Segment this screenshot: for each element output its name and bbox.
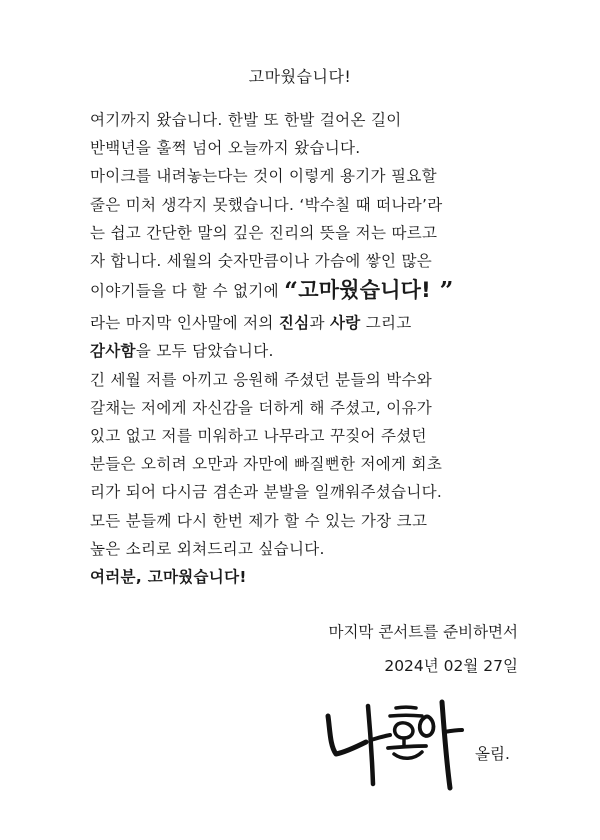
body-text: 과: [309, 314, 330, 333]
body-line: 높은 소리로 외쳐드리고 싶습니다.: [90, 539, 325, 558]
closing-note: 마지막 콘서트를 준비하면서: [328, 623, 518, 641]
open-quote: “: [284, 276, 299, 306]
final-thanks: [90, 563, 530, 591]
letter-title: 고마웠습니다!: [248, 67, 352, 86]
body-line: 는 쉽고 간단한 말의 깊은 진리의 뜻을 저는 따르고: [90, 223, 438, 242]
body-text: 라는 마지막 인사말에 저의: [90, 314, 279, 333]
handwritten-signature: [318, 688, 468, 798]
final-thanks-text: 여러분, 고마웠습니다!: [90, 568, 247, 587]
bold-word-sincerity: 진심: [278, 314, 310, 333]
thanks-emphasis: 고마웠습니다!: [298, 278, 431, 303]
body-line: 모든 분들께 다시 한번 제가 할 수 있는 가장 크고: [90, 511, 428, 530]
letter-date: 2024년 02월 27일: [384, 657, 518, 675]
body-line: [90, 309, 530, 337]
bold-word-gratitude: 감사함: [90, 342, 136, 361]
body-line: 마이크를 내려놓는다는 것이 이렇게 용기가 필요할: [90, 167, 437, 186]
letter-body: [90, 106, 530, 591]
body-text: 이야기들을 다 할 수 없기에: [90, 282, 285, 301]
body-line: 긴 세월 저를 아끼고 응원해 주셨던 분들의 박수와: [90, 370, 433, 389]
signoff-text: 올림.: [475, 745, 510, 763]
body-line: 있고 없고 저를 미워하고 나무라고 꾸짖어 주셨던: [90, 427, 427, 446]
body-line: 반백년을 훌쩍 넘어 오늘까지 왔습니다.: [90, 139, 361, 158]
close-quote: ”: [430, 276, 454, 306]
body-line: 줄은 미처 생각지 못했습니다. ‘박수칠 때 떠나라’라: [90, 195, 443, 214]
body-line: [90, 337, 530, 365]
body-line: 분들은 오히려 오만과 자만에 빠질뻔한 저에게 회초: [90, 455, 443, 474]
body-text: 그리고: [360, 314, 412, 333]
body-text: 을 모두 담았습니다.: [135, 342, 274, 361]
body-line: 갈채는 저에게 자신감을 더하게 해 주셨고, 이유가: [90, 398, 433, 417]
body-line-emphasis: [90, 273, 530, 308]
body-line: 자 합니다. 세월의 숫자만큼이나 가슴에 쌓인 많은: [90, 252, 433, 271]
bold-word-love: 사랑: [329, 314, 361, 333]
body-line: 리가 되어 다시금 겸손과 분발을 일깨워주셨습니다.: [90, 483, 443, 502]
body-line: 여기까지 왔습니다. 한발 또 한발 걸어온 길이: [90, 111, 402, 129]
